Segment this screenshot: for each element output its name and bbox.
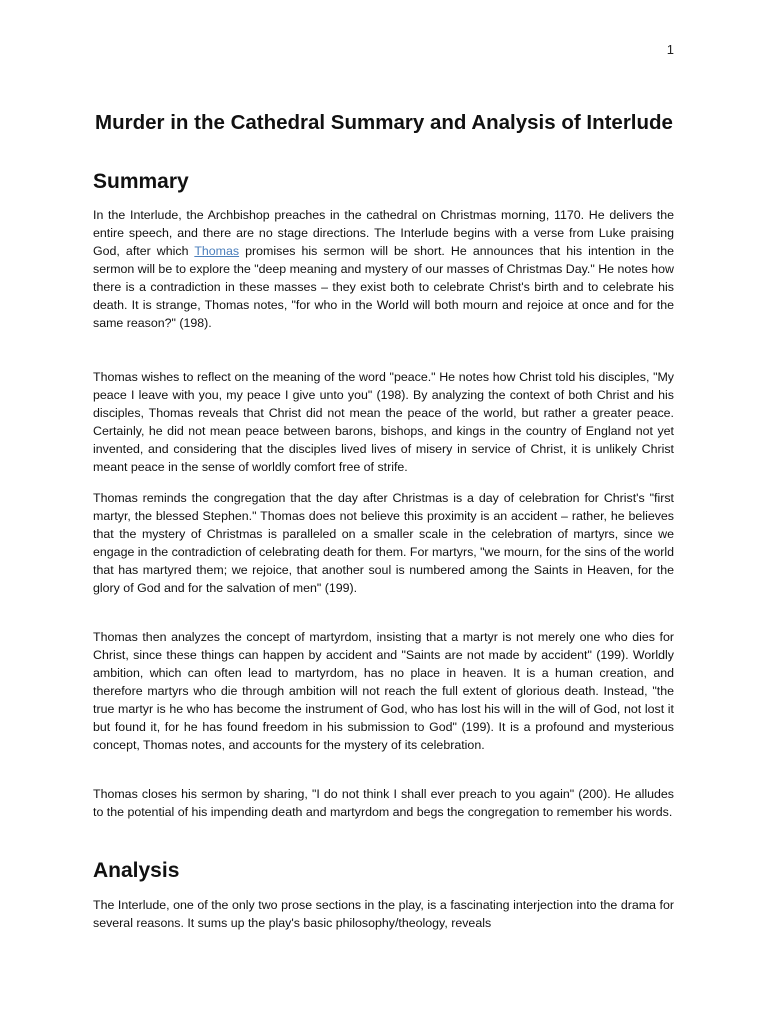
summary-paragraph-1	[93, 206, 674, 332]
analysis-paragraph-1: The Interlude, one of the only two prose sections in the play, is a fascinating interjection into the drama for several reasons. It sums up the play's basic philosophy/theology, reveals	[93, 898, 674, 930]
thomas-link[interactable]: Thomas	[194, 244, 240, 258]
summary-paragraph-4: Thomas then analyzes the concept of martyrdom, insisting that a martyr is not merely one who dies for Christ, since these things can happen by accident and "Saints are not made by accident" (199). Worldly ambition, which can often lead to martyrdom, has no place in heaven. It is a human creation, and therefore martyrs who die through ambition will not reach the full extent of glorious death. Instead, "the true martyr is he who has become the instrument of God, who has lost his will in the will of God, not lost it but found it, for he has found freedom in his submission to God" (199). It is a profound and mysterious concept, Thomas notes, and accounts for the mystery of its celebration.	[93, 630, 674, 752]
page-title: Murder in the Cathedral Summary and Analysis of Interlude	[95, 111, 673, 134]
analysis-heading: Analysis	[93, 859, 180, 882]
summary-heading: Summary	[93, 170, 189, 193]
summary-paragraph-3: Thomas reminds the congregation that the day after Christmas is a day of celebration for Christ's "first martyr, the blessed Stephen." Thomas does not believe this proximity is an accident – rather, he believes that the mystery of Christmas is paralleled on a smaller scale in the celebration of martyrs, since we engage in the contradiction of celebrating death for them. For martyrs, "we mourn, for the sins of the world that has martyred them; we rejoice, that another soul is numbered among the Saints in Heaven, for the glory of God and for the salvation of men" (199).	[93, 491, 674, 595]
summary-paragraph-1-text-b: promises his sermon will be short. He announces that his intention in the sermon will be to explore the "deep meaning and mystery of our masses of Christmas Day." He notes how there is a contradiction in these masses – they exist both to celebrate Christ's birth and to celebrate his death. It is strange, Thomas notes, "for who in the World will both mourn and rejoice at once and for the same reason?" (198).	[93, 244, 674, 330]
summary-paragraph-2: Thomas wishes to reflect on the meaning of the word "peace." He notes how Christ told his disciples, "My peace I leave with you, my peace I give unto you" (198). By analyzing the context of both Christ and his disciples, Thomas reveals that Christ did not mean the peace of the world, but rather a greater peace. Certainly, he did not mean peace between barons, bishops, and kings in the country of England not yet invented, and considering that the disciples lived lives of misery in service of Christ, it is unlikely Christ meant peace in the sense of worldly comfort free of strife.	[93, 370, 674, 474]
page-number: 1	[666, 42, 674, 57]
summary-paragraph-1-text-a: In the Interlude, the Archbishop preaches in the cathedral on Christmas morning, 1170. He delivers the entire speech, and there are no stage directions. The Interlude begins with a verse from Luke praising God, after which	[93, 208, 674, 258]
summary-paragraph-5: Thomas closes his sermon by sharing, "I do not think I shall ever preach to you again" (200). He alludes to the potential of his impending death and martyrdom and begs the congregation to remember his words.	[93, 787, 674, 819]
